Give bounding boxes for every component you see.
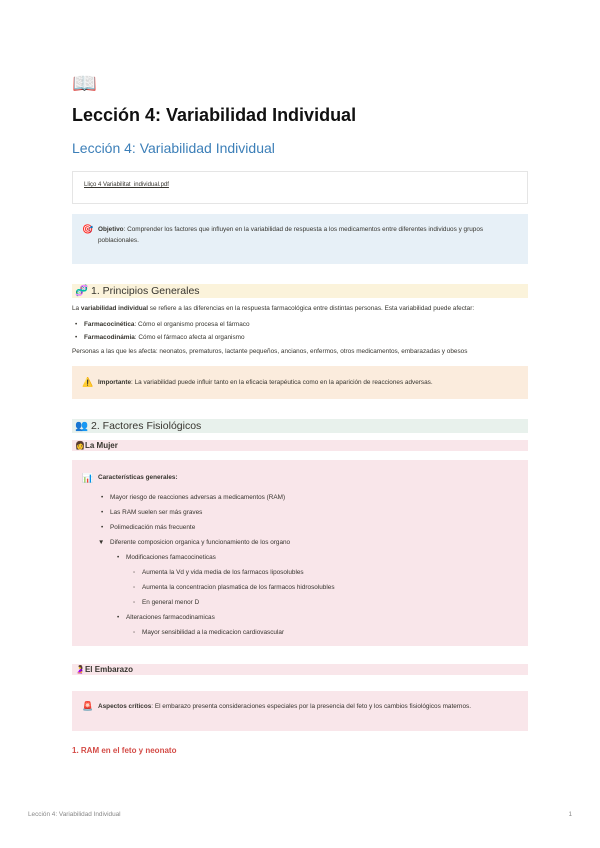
attachment-box[interactable] — [72, 171, 528, 204]
page-number: 1 — [568, 811, 572, 818]
list-item: ◦ Aumenta la Vd y vida media de los farmacos liposolubles — [133, 569, 304, 576]
list-item: ◦ En general menor D — [133, 599, 200, 606]
affected-paragraph: Personas a las que les afecta: neonatos, prematuros, lactante pequeños, ancianos, enfermos, otros medicamentos, embarazadas y obesos — [72, 348, 468, 355]
list-item: • Modificaciones famacocineticas — [117, 554, 216, 561]
characteristics-title: Características generales: — [98, 474, 178, 481]
critical-callout — [72, 691, 528, 731]
section-principios-heading: 🧬 1. Principios Generales — [72, 284, 528, 298]
target-icon: 🎯 — [82, 224, 94, 234]
woman-icon: 👩 — [75, 441, 85, 450]
list-item: • Farmacocinética: Cómo el organismo procesa el fármaco — [72, 318, 528, 331]
characteristics-tree — [98, 490, 518, 640]
people-icon: 👥 — [75, 420, 89, 432]
attachment-link[interactable]: Lliço 4 Variabilitat_individual.pdf — [84, 182, 169, 188]
warning-icon: ⚠️ — [82, 377, 94, 387]
dna-icon: 🧬 — [75, 285, 89, 297]
chart-icon: 📊 — [82, 473, 94, 483]
list-item: • Alteraciones farmacodinamicas — [117, 614, 215, 621]
critical-text: Aspectos críticos: El embarazo presenta consideraciones especiales por la presencia del feto y los cambios fisiológicos maternos. — [98, 703, 471, 710]
toggle-triangle-icon[interactable]: ▼ — [98, 539, 105, 546]
characteristics-callout — [72, 460, 528, 646]
list-item: ◦ Aumenta la concentracion plasmatica de los farmacos hidrosolubles — [133, 584, 335, 591]
toggle-item[interactable]: ▼ Diferente composicion organica y funcionamiento de los organo — [98, 535, 518, 550]
footer-title: Lección 4: Variabilidad Individual — [28, 811, 121, 818]
intro-paragraph: La variabilidad individual se refiere a las diferencias en la respuesta farmacológica entre distintas personas. Esta variabilidad puede afectar: — [72, 305, 475, 312]
list-item: • Las RAM suelen ser más graves — [101, 509, 203, 516]
book-icon: 📖 — [72, 73, 97, 95]
page-title: Lección 4: Variabilidad Individual — [72, 105, 357, 125]
pharmaco-list — [72, 318, 528, 344]
important-callout — [72, 366, 528, 399]
pregnancy-heading: 🤰El Embarazo — [72, 664, 528, 675]
list-item: • Mayor riesgo de reacciones adversas a medicamentos (RAM) — [101, 494, 286, 501]
list-item: • Polimedicación más frecuente — [101, 524, 196, 531]
page-footer — [28, 811, 572, 818]
alert-icon: 🚨 — [82, 701, 94, 711]
woman-heading: 👩La Mujer — [72, 440, 528, 451]
document-page — [72, 72, 528, 756]
important-text: Importante: La variabilidad puede influir tanto en la eficacia terapéutica como en la aparición de reacciones adversas. — [98, 379, 433, 386]
section-factores-heading: 👥 2. Factores Fisiológicos — [72, 419, 528, 433]
page-subtitle: Lección 4: Variabilidad Individual — [72, 140, 275, 156]
list-item: • Farmacodinámia: Cómo el fármaco afecta al organismo — [72, 331, 528, 344]
pregnant-icon: 🤰 — [75, 665, 85, 674]
objective-text: Objetivo: Comprender los factores que influyen en la variabilidad de respuesta a los medicamentos entre diferentes individuos y grupos poblacionales. — [98, 226, 484, 244]
objective-callout — [72, 214, 528, 264]
ram-heading: 1. RAM en el feto y neonato — [72, 746, 177, 755]
list-item: ◦ Mayor sensibilidad a la medicacion cardiovascular — [133, 629, 285, 636]
